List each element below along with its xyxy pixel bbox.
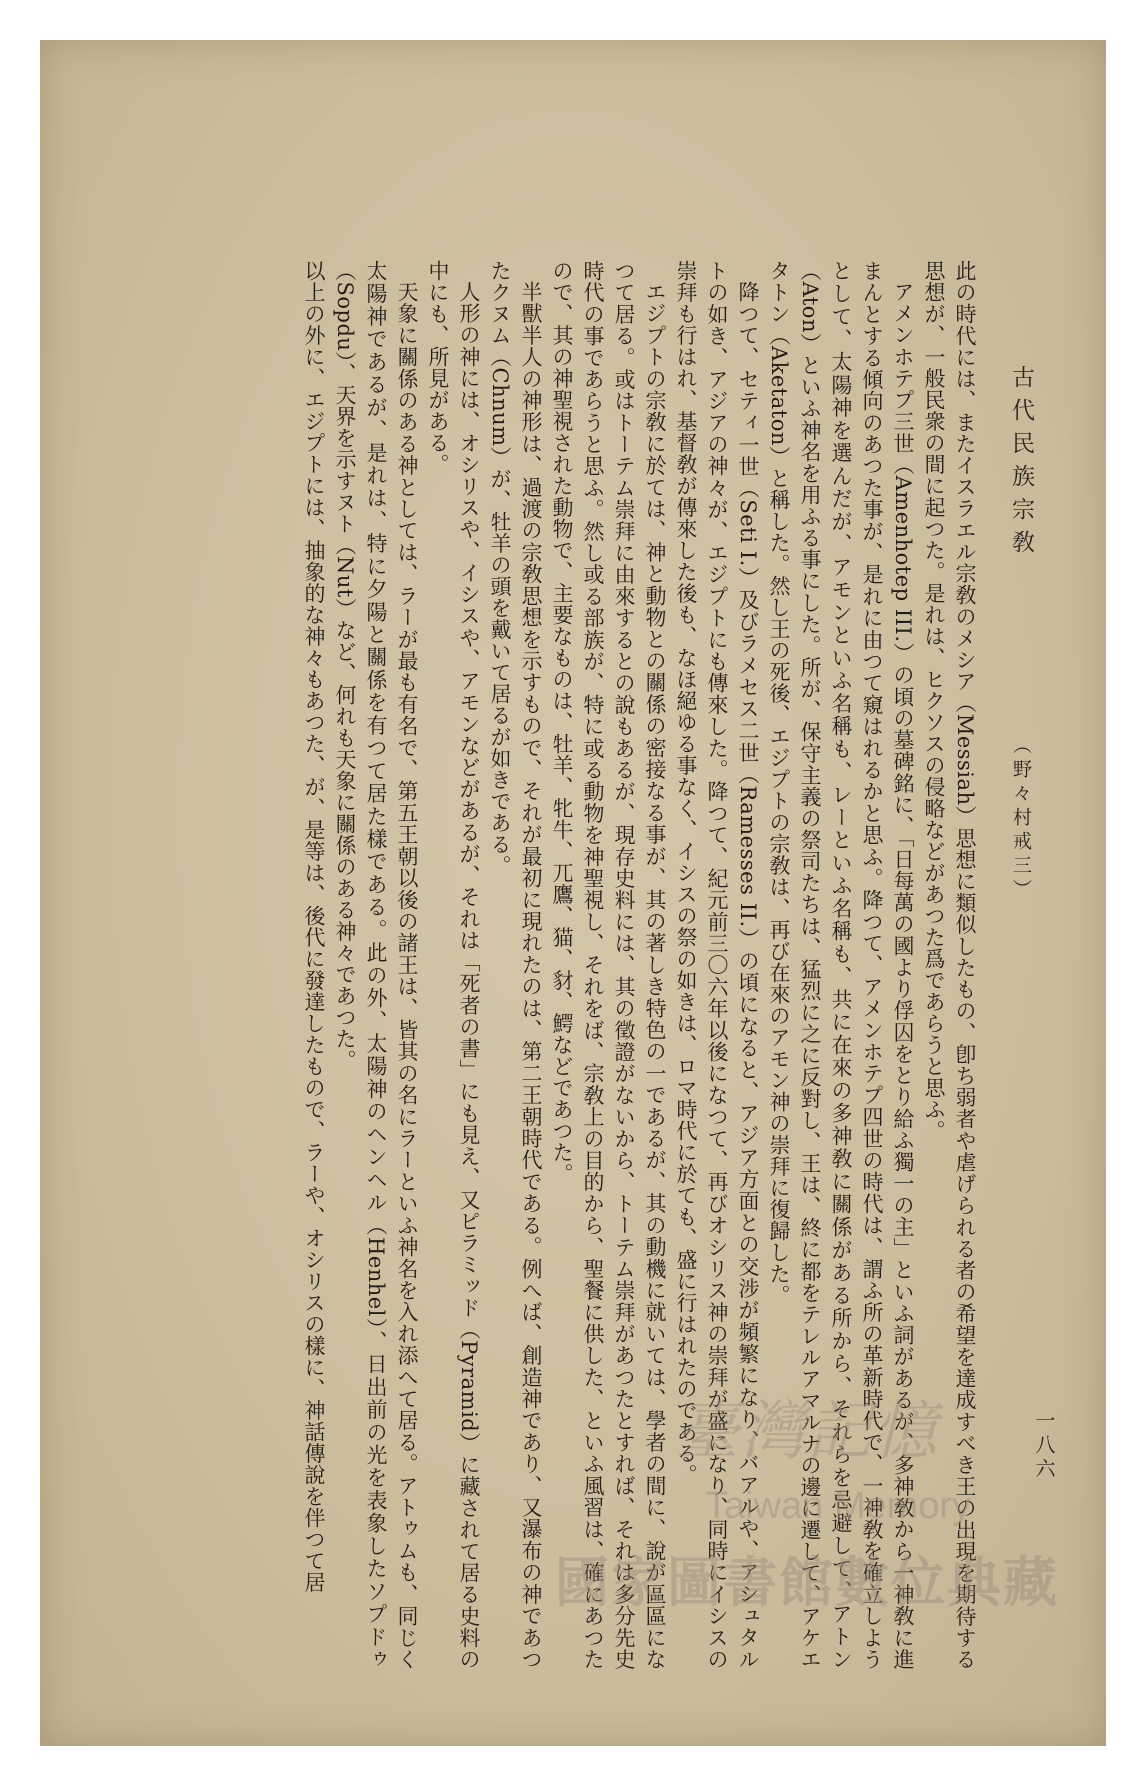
watermark-logo-text: 臺灣記憶	[675, 1395, 939, 1469]
watermark-institution: 國家圖書館數位典藏	[555, 1551, 1059, 1614]
paragraph: エジプトの宗敎に於ては、神と動物との關係の密接なる事が、其の著しき特色の一であるが、其の動機に就いては、學者の間に、說が區區になつて居る。或はトーテム崇拜に由來するとの說もあるが、現存史料には、其の徵證がないから、トーテム崇拜があつたとすれば、それは多分先史時代の事であらうと思ふ。然し或る部族が、特に或る動物を神聖視し、それをば、宗敎上の目的から、聖餐に供した、といふ風習は、確にあつたので、其の神聖視された動物で、主要なものは、牡羊、牝牛、兀鷹、猫、豺、鰐などであつた。	[550, 260, 667, 1671]
paragraph: 此の時代には、またイスラエル宗敎のメシア（Messiah）思想に類似したもの、卽ち弱者や虐げられる者の希望を達成すべき王の出現を期待する思想が、一般民衆の間に起つた。是れは、ヒクソスの侵略などがあつた爲であらうと思ふ。	[922, 260, 977, 1670]
author-name: （野々村戒三）	[1010, 735, 1032, 903]
paragraph: 天象に關係のある神としては、ラーが最も有名で、第五王朝以後の諸王は、皆其の名にラーといふ神名を入れ添へて居る。アトゥムも、同じく太陽神であるが、是れは、特に夕陽と關係を有つて居た樣である。此の外、太陽神のヘンヘル（Henhel）、日出前の光を表象したソプドゥ（Sopdu）、天界を示すヌト（Nut）など、何れも天象に關係のある神々であつた。	[333, 260, 419, 1670]
page-number: 一八六	[1032, 1410, 1056, 1482]
watermark-english: Taiwan Memory	[705, 1485, 972, 1527]
paragraph: 半獸半人の神形は、過渡の宗敎思想を示すもので、それが最初に現れたのは、第二王朝時代である。例へば、創造神であり、又瀑布の神であつたクヌム（Chnum）が、牡羊の頭を戴いて居るが如きである。	[488, 260, 543, 1670]
paragraph: 降つて、セティ一世（Seti I.）及びラメセス二世（Ramesses II.）の頃になると、アジア方面との交涉が頻繁になり、バアルや、アシュタルトの如き、アジアの神々が、エジプトにも傳來した。降つて、紀元前三〇六年以後になつて、再びオシリス神の崇拜が盛になり、同時にイシスの崇拜も行はれ、基督敎が傳來した後も、なほ絕ゆる事なく、イシスの祭の如きは、ロマ時代に於ても、盛に行はれたのである。	[674, 260, 760, 1670]
paragraph: 人形の神には、オシリスや、イシスや、アモンなどがあるが、それは「死者の書」にも見え、又ピラミッド（Pyramid）に藏されて居る史料の中にも、所見がある。	[426, 260, 481, 1670]
paragraph: アメンホテプ三世（Amenhotep III.）の頃の墓碑銘に、「日每萬の國より俘囚をとり給ふ獨一の主」といふ詞があるが、多神敎から一神敎に進まんとする傾向のあつた事が、是れに由つて窺はれるかと思ふ。降つて、アメンホテプ四世の時代は、謂ふ所の革新時代で、一神敎を確立しようとして、太陽神を選んだが、アモンといふ名稱も、レーといふ名稱も、共に在來の多神敎に關係がある所から、それらを忌避して、アトン（Aton）といふ神名を用ふる事にした。所が、保守主義の祭司たちは、猛烈に之に反對し、王は、終に都をテレルアマルナの邊に遷して、アケエタトン（Aketaton）と稱した。然し王の死後、エジプトの宗敎は、再び在來のアモン神の崇拜に復歸した。	[767, 260, 915, 1670]
running-title: 古代民族宗敎	[1008, 365, 1034, 563]
book-page	[40, 40, 1106, 1746]
paragraph: 以上の外に、エジプトには、抽象的な神々もあつた、が、是等は、後代に發達したもので、ラーや、オシリスの樣に、神話傳說を伴つて居	[302, 260, 326, 1593]
body-text	[210, 260, 980, 1670]
